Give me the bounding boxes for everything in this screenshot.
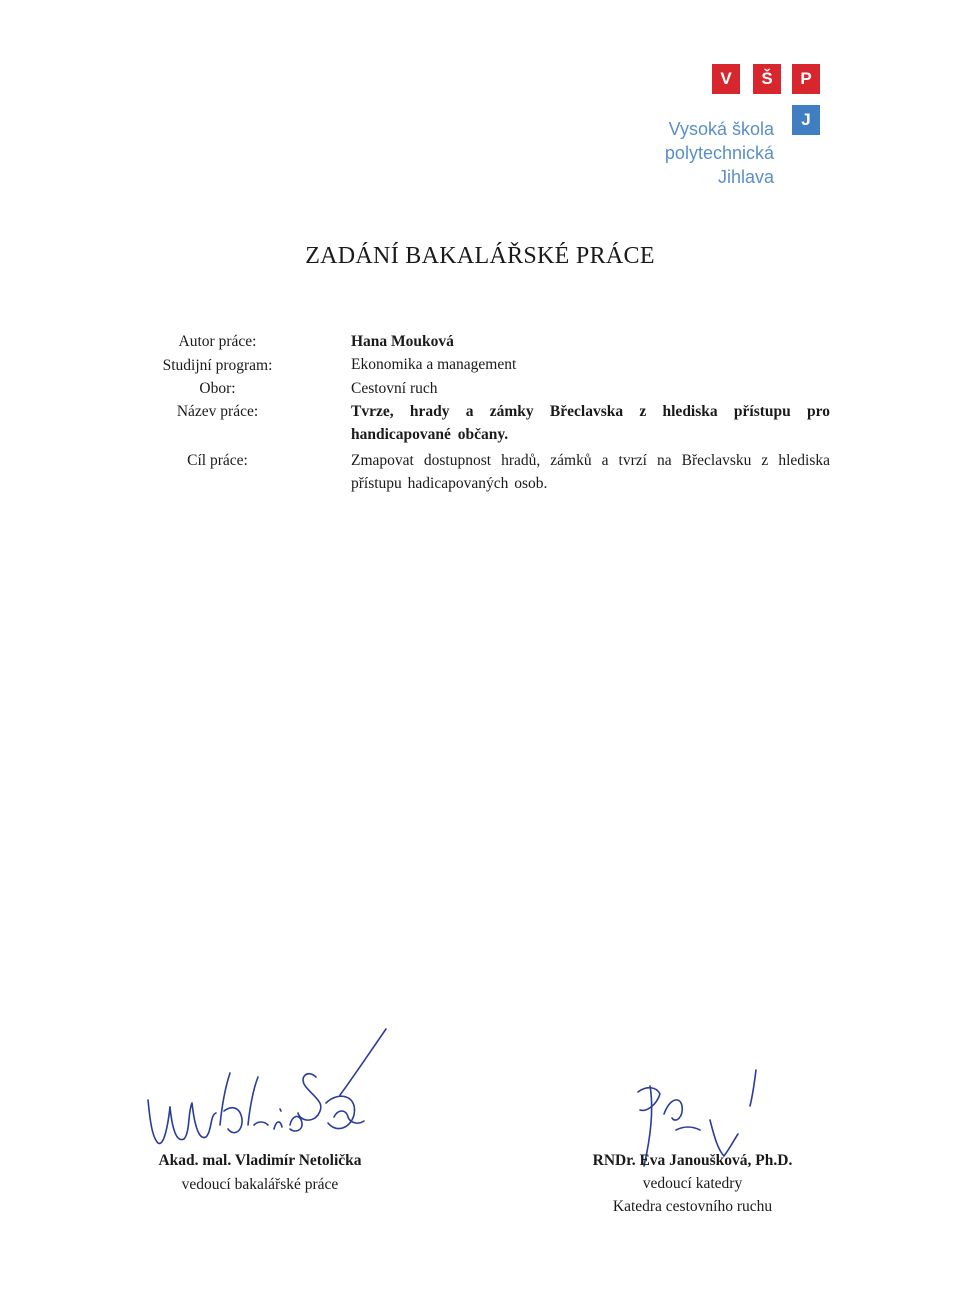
author-value: Hana Mouková: [351, 333, 454, 350]
field-value: Cestovní ruch: [351, 380, 438, 397]
school-logo: [640, 60, 840, 200]
logo-letter-p: P: [792, 64, 820, 94]
head-of-department-role: vedoucí katedry: [642, 1175, 743, 1192]
logo-letter-j: J: [792, 105, 820, 135]
name-value: Tvrze, hrady a zámky Břeclavska z hlediska přístupu pro handicapované občany.: [351, 403, 830, 443]
logo-line-3: Jihlava: [717, 167, 774, 187]
field-label: Obor:: [199, 380, 236, 397]
name-label: Název práce:: [176, 403, 259, 420]
supervisor-signature: [140, 1025, 400, 1155]
goal-value: Zmapovat dostupnost hradů, zámků a tvrzí na Břeclavsku z hlediska přístupu hadicapovaných osob.: [351, 452, 830, 492]
supervisor-role: vedoucí bakalářské práce: [181, 1176, 339, 1193]
supervisor-name: Akad. mal. Vladimír Netolička: [158, 1152, 362, 1169]
logo-letter-v: V: [712, 64, 740, 94]
logo-line-2: polytechnická: [664, 143, 774, 163]
author-label: Autor práce:: [178, 333, 257, 350]
logo-letter-s: Š: [753, 64, 781, 94]
department-name: Katedra cestovního ruchu: [612, 1198, 773, 1215]
goal-label: Cíl práce:: [187, 452, 248, 469]
program-value: Ekonomika a management: [351, 356, 517, 373]
logo-line-1: Vysoká škola: [668, 119, 774, 139]
program-label: Studijní program:: [162, 357, 273, 374]
document-title: ZADÁNÍ BAKALÁŘSKÉ PRÁCE: [305, 243, 655, 269]
head-of-department-name: RNDr. Eva Janoušková, Ph.D.: [592, 1152, 793, 1169]
